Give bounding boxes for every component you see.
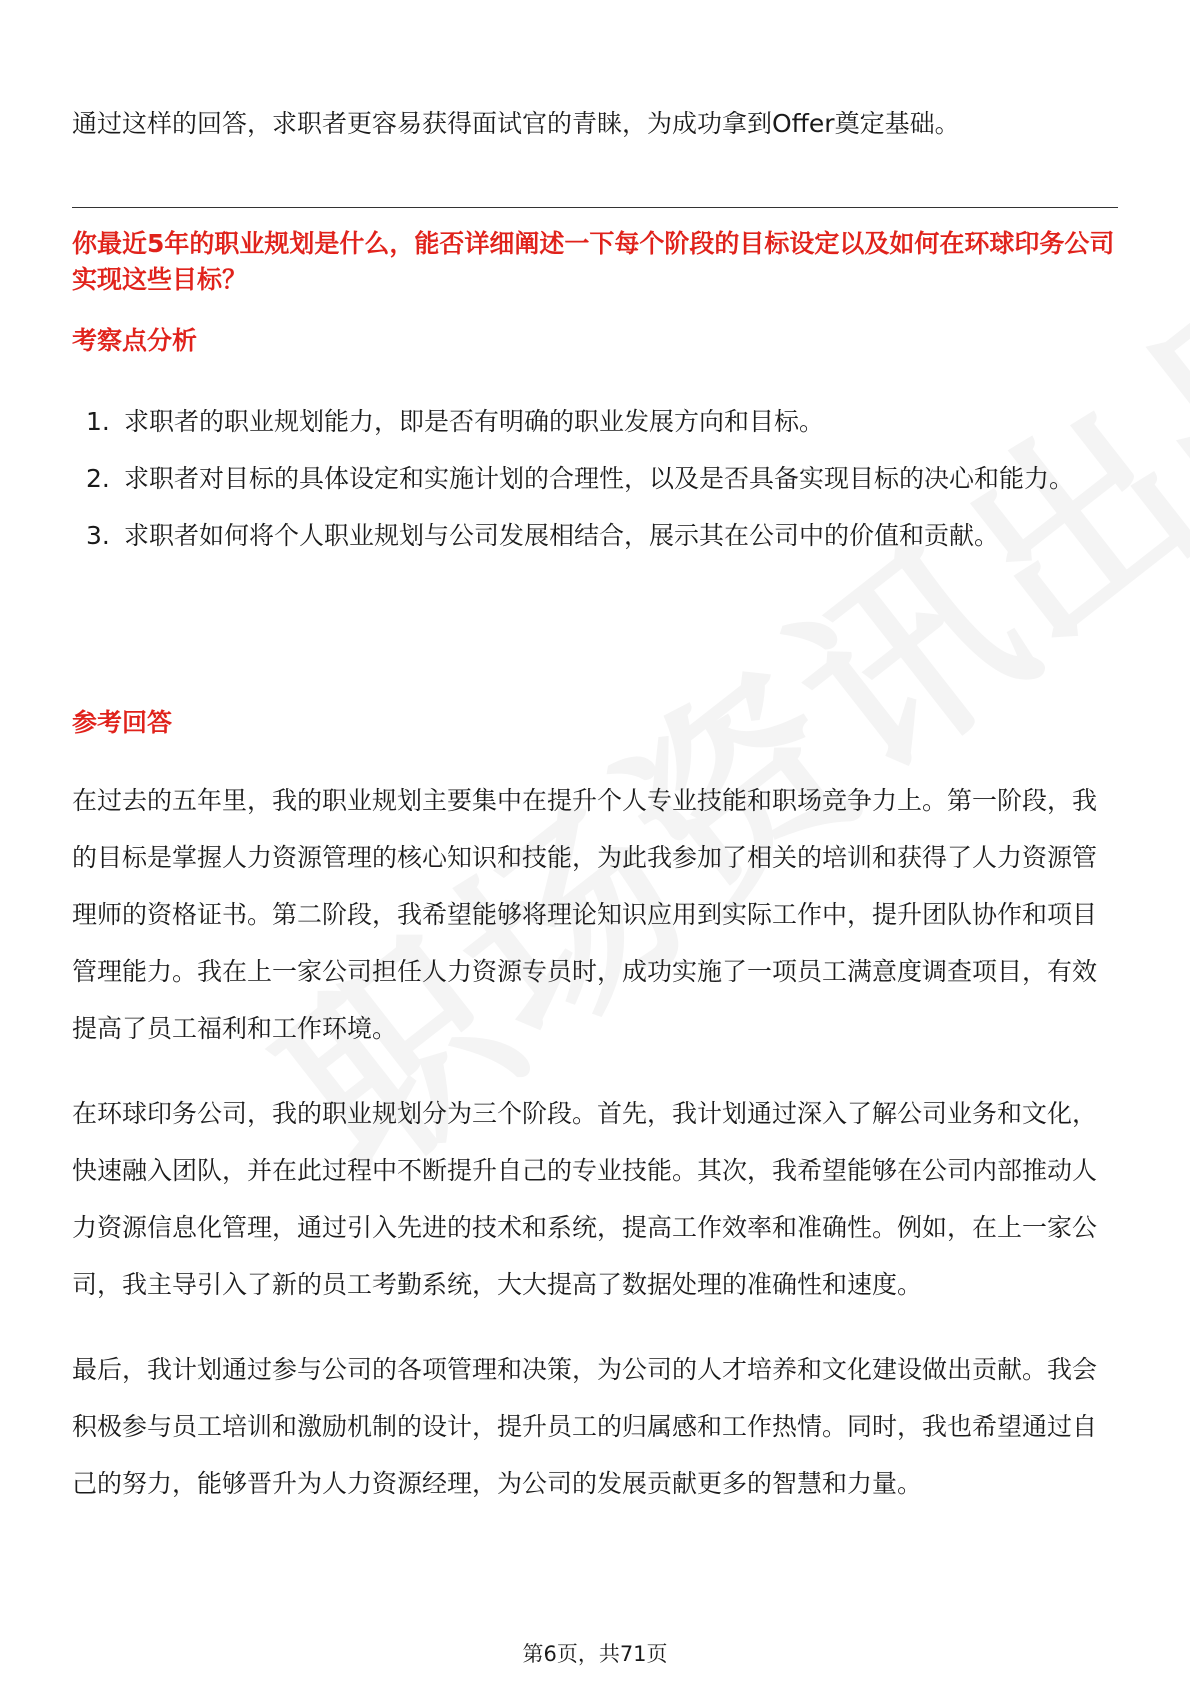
analysis-list — [72, 393, 1118, 564]
answer-paragraph: 在过去的五年里，我的职业规划主要集中在提升个人专业技能和职场竞争力上。第一阶段，我的目标是掌握人力资源管理的核心知识和技能，为此我参加了相关的培训和获得了人力资源管理师的资格证书。第二阶段，我希望能够将理论知识应用到实际工作中，提升团队协作和项目管理能力。我在上一家公司担任人力资源专员时，成功实施了一项员工满意度调查项目，有效提高了员工福利和工作环境。 — [72, 786, 1098, 1043]
list-item-text: 求职者如何将个人职业规划与公司发展相结合，展示其在公司中的价值和贡献。 — [124, 521, 1000, 550]
page-footer: 第6页，共71页 — [522, 1642, 668, 1666]
list-item-text: 求职者的职业规划能力，即是否有明确的职业发展方向和目标。 — [124, 407, 825, 436]
list-item-text: 求职者对目标的具体设定和实施计划的合理性，以及是否具备实现目标的决心和能力。 — [124, 464, 1075, 493]
list-item — [72, 507, 1118, 564]
list-item-number: 2. — [86, 464, 110, 493]
list-item-number: 1. — [86, 407, 110, 436]
question-title: 你最近5年的职业规划是什么，能否详细阐述一下每个阶段的目标设定以及如何在环球印务公司实现这些目标？ — [72, 229, 1115, 294]
answer-paragraph: 在环球印务公司，我的职业规划分为三个阶段。首先，我计划通过深入了解公司业务和文化，快速融入团队，并在此过程中不断提升自己的专业技能。其次，我希望能够在公司内部推动人力资源信息化管理，通过引入先进的技术和系统，提高工作效率和准确性。例如，在上一家公司，我主导引入了新的员工考勤系统，大大提高了数据处理的准确性和速度。 — [72, 1099, 1098, 1299]
analysis-heading: 考察点分析 — [72, 326, 198, 355]
section-divider — [72, 207, 1118, 208]
answer-heading: 参考回答 — [72, 708, 173, 737]
answer-paragraph: 最后，我计划通过参与公司的各项管理和决策，为公司的人才培养和文化建设做出贡献。我会积极参与员工培训和激励机制的设计，提升员工的归属感和工作热情。同时，我也希望通过自己的努力，能够晋升为人力资源经理，为公司的发展贡献更多的智慧和力量。 — [72, 1355, 1098, 1498]
list-item-number: 3. — [86, 521, 110, 550]
list-item — [72, 393, 1118, 450]
document-page — [72, 0, 1118, 1684]
answer-body — [72, 772, 1118, 1540]
list-item — [72, 450, 1118, 507]
intro-text: 通过这样的回答，求职者更容易获得面试官的青睐，为成功拿到Offer奠定基础。 — [72, 109, 960, 138]
